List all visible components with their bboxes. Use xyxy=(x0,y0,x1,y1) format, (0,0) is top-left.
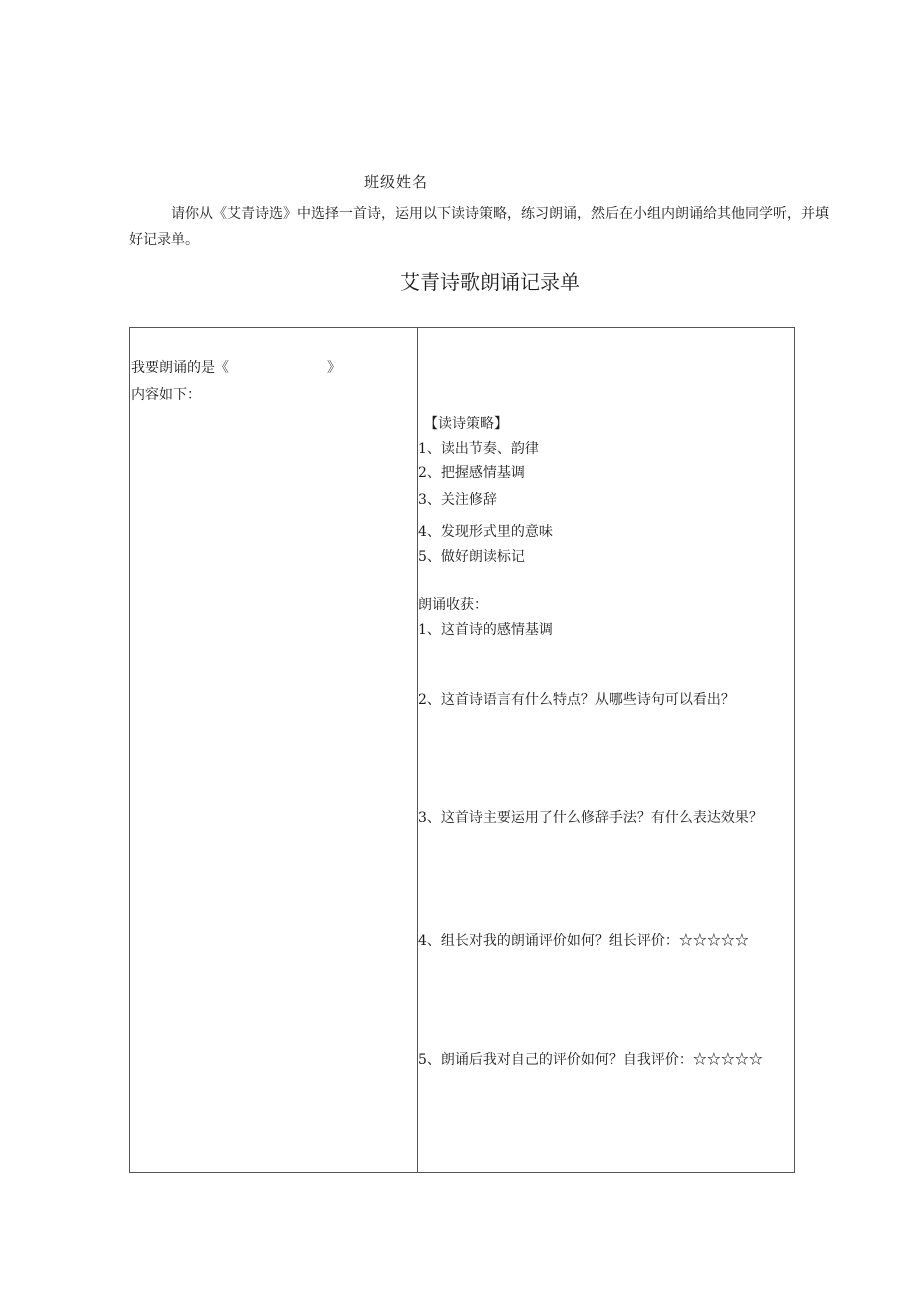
poem-title-line: 我要朗诵的是《 》 xyxy=(131,360,341,376)
harvest-question-2: 2、这首诗语言有什么特点？从哪些诗句可以看出？ xyxy=(418,692,735,708)
strategy-item: 1、读出节奏、韵律 xyxy=(418,441,539,457)
harvest-question-5: 5、朗诵后我对自己的评价如何？自我评价：☆☆☆☆☆ xyxy=(418,1052,763,1068)
strategy-heading: 【读诗策略】 xyxy=(424,416,508,432)
content-label: 内容如下： xyxy=(131,387,201,403)
class-name-label: 班级姓名 xyxy=(364,173,429,191)
harvest-heading: 朗诵收获： xyxy=(418,597,488,613)
strategy-item: 2、把握感情基调 xyxy=(418,465,525,481)
strategy-item: 5、做好朗读标记 xyxy=(418,549,525,565)
harvest-question-1: 1、这首诗的感情基调 xyxy=(418,622,553,638)
instruction-text: 请你从《艾青诗选》中选择一首诗，运用以下读诗策略，练习朗诵，然后在小组内朗诵给其他同学听，并填好记录单。 xyxy=(129,206,829,248)
harvest-question-3: 3、这首诗主要运用了什么修辞手法？有什么表达效果？ xyxy=(418,810,763,826)
harvest-question-4: 4、组长对我的朗诵评价如何？组长评价：☆☆☆☆☆ xyxy=(418,933,749,949)
page-title: 艾青诗歌朗诵记录单 xyxy=(400,270,580,294)
strategy-item: 3、关注修辞 xyxy=(418,492,497,508)
strategy-item: 4、发现形式里的意味 xyxy=(418,524,553,540)
